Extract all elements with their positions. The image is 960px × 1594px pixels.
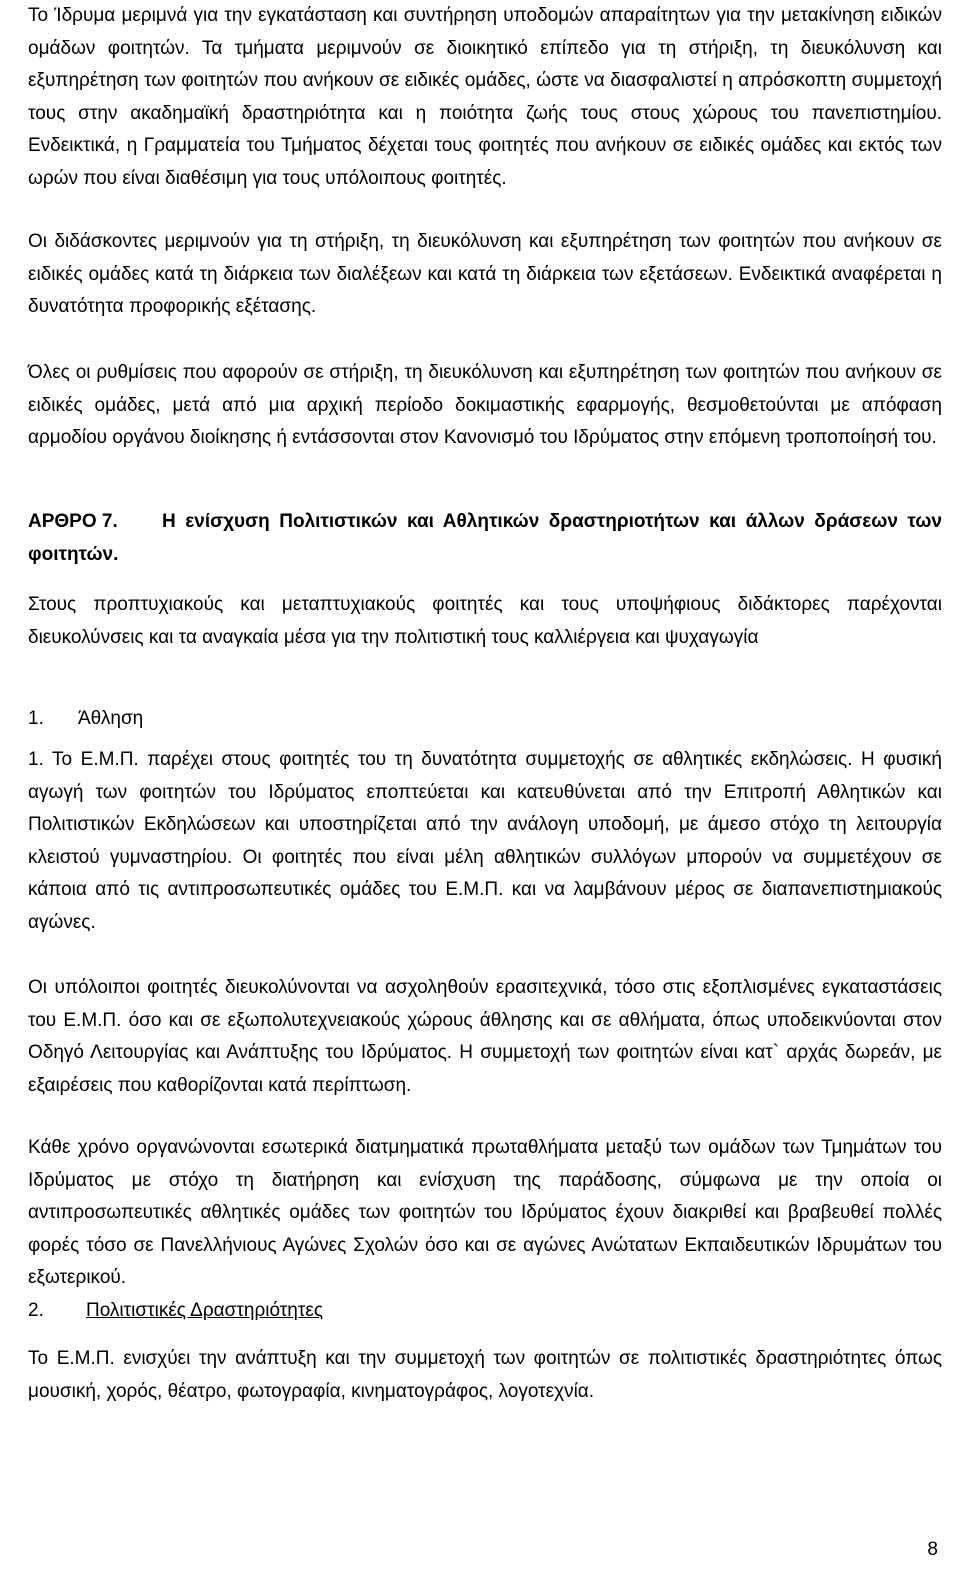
subsection-number: 1. (28, 708, 44, 729)
paragraph-instructors-support: Οι διδάσκοντες μεριμνούν για τη στήριξη, τη διευκόλυνση και εξυπηρέτηση των φοιτητών που ανήκουν σε ειδικές ομάδες κατά τη διάρκεια των διαλέξεων και κατά τη διάρκεια των εξετάσεων. Ενδεικτικά αναφέρεται η δυνατότητα προφορικής εξέτασης. (28, 231, 942, 317)
article-heading (28, 506, 942, 571)
subsection-athletics-heading (28, 703, 942, 736)
subsection-title: Άθληση (78, 708, 144, 729)
paragraph-cultural-activities: Το Ε.Μ.Π. ενισχύει την ανάπτυξη και την συμμετοχή των φοιτητών σε πολιτιστικές δραστηριότητες όπως μουσική, χορός, θέατρο, φωτογραφία, κινηματογράφος, λογοτεχνία. (28, 1348, 942, 1402)
paragraph-special-groups-infrastructure: Το Ίδρυμα μεριμνά για την εγκατάσταση και συντήρηση υποδομών απαραίτητων για την μετακίνηση ειδικών ομάδων φοιτητών. Τα τμήματα μεριμνούν σε διοικητικό επίπεδο για τη στήριξη, τη διευκόλυνση και εξυπηρέτηση των φοιτητών που ανήκουν σε ειδικές ομάδες, ώστε να διασφαλιστεί η απρόσκοπτη συμμετοχή τους στην ακαδημαϊκή δραστηριότητα και η ποιότητα ζωής τους στους χώρους του πανεπιστημίου. Ενδεικτικά, η Γραμματεία του Τμήματος δέχεται τους φοιτητές που ανήκουν σε ειδικές ομάδες και εκτός των ωρών που είναι διαθέσιμη για τους υπόλοιπους φοιτητές. (28, 5, 942, 189)
subsection-cultural-heading (28, 1295, 942, 1328)
article-title: Η ενίσχυση Πολιτιστικών και Αθλητικών δραστηριοτήτων και άλλων δράσεων των φοιτητών. (28, 511, 942, 565)
paragraph-other-students-sports: Οι υπόλοιποι φοιτητές διευκολύνονται να ασχοληθούν ερασιτεχνικά, τόσο στις εξοπλισμένες εγκαταστάσεις του Ε.Μ.Π. όσο και σε εξωπολυτεχνειακούς χώρους άθλησης και σε αθλήματα, όπως υποδεικνύονται στον Οδηγό Λειτουργίας και Ανάπτυξης του Ιδρύματος. Η συμμετοχή των φοιτητών είναι κατ` αρχάς δωρεάν, με εξαιρέσεις που καθορίζονται κατά περίπτωση. (28, 977, 942, 1096)
subsection-title: Πολιτιστικές Δραστηριότητες (86, 1300, 323, 1321)
paragraph-athletics-ntua: 1. Το Ε.Μ.Π. παρέχει στους φοιτητές του τη δυνατότητα συμμετοχής σε αθλητικές εκδηλώσεις. Η φυσική αγωγή των φοιτητών του Ιδρύματος εποπτεύεται και κατευθύνεται από την Επιτροπή Αθλητικών και Πολιτιστικών Εκδηλώσεων και υποστηρίζεται από την ανάλογη υποδομή, με άμεσο στόχο τη λειτουργία κλειστού γυμναστηρίου. Οι φοιτητές που είναι μέλη αθλητικών συλλόγων μπορούν να συμμετέχουν σε κάποια από τις αντιπροσωπευτικές ομάδες του Ε.Μ.Π. και να λαμβάνουν μέρος σε διαπανεπιστημιακούς αγώνες. (28, 749, 942, 933)
paragraph-cultural-facilities: Στους προπτυχιακούς και μεταπτυχιακούς φοιτητές και τους υποψήφιους διδάκτορες παρέχονται διευκολύνσεις και τα αναγκαία μέσα για την πολιτιστική τους καλλιέργεια και ψυχαγωγία (28, 594, 942, 648)
paragraph-interdepartmental-championships: Κάθε χρόνο οργανώνονται εσωτερικά διατμηματικά πρωταθλήματα μεταξύ των ομάδων των Τμημάτων του Ιδρύματος με στόχο τη διατήρηση και ενίσχυση της παράδοσης, σύμφωνα με την οποία οι αντιπροσωπευτικές αθλητικές ομάδες των φοιτητών του Ιδρύματος έχουν διακριθεί και βραβευθεί πολλές φορές τόσο σε Πανελλήνιους Αγώνες Σχολών όσο και σε αγώνες Ανώτατων Εκπαιδευτικών Ιδρυμάτων του εξωτερικού. (28, 1137, 942, 1288)
article-number: ΑΡΘΡΟ 7. (28, 511, 118, 532)
subsection-number: 2. (28, 1300, 44, 1321)
page-number: 8 (927, 1539, 938, 1560)
paragraph-regulations: Όλες οι ρυθμίσεις που αφορούν σε στήριξη, τη διευκόλυνση και εξυπηρέτηση των φοιτητών που ανήκουν σε ειδικές ομάδες, μετά από μια αρχική περίοδο δοκιμαστικής εφαρμογής, θεσμοθετούνται με απόφαση αρμοδίου οργάνου διοίκησης ή εντάσσονται στον Κανονισμό του Ιδρύματος στην επόμενη τροποποίησή του. (28, 362, 942, 448)
